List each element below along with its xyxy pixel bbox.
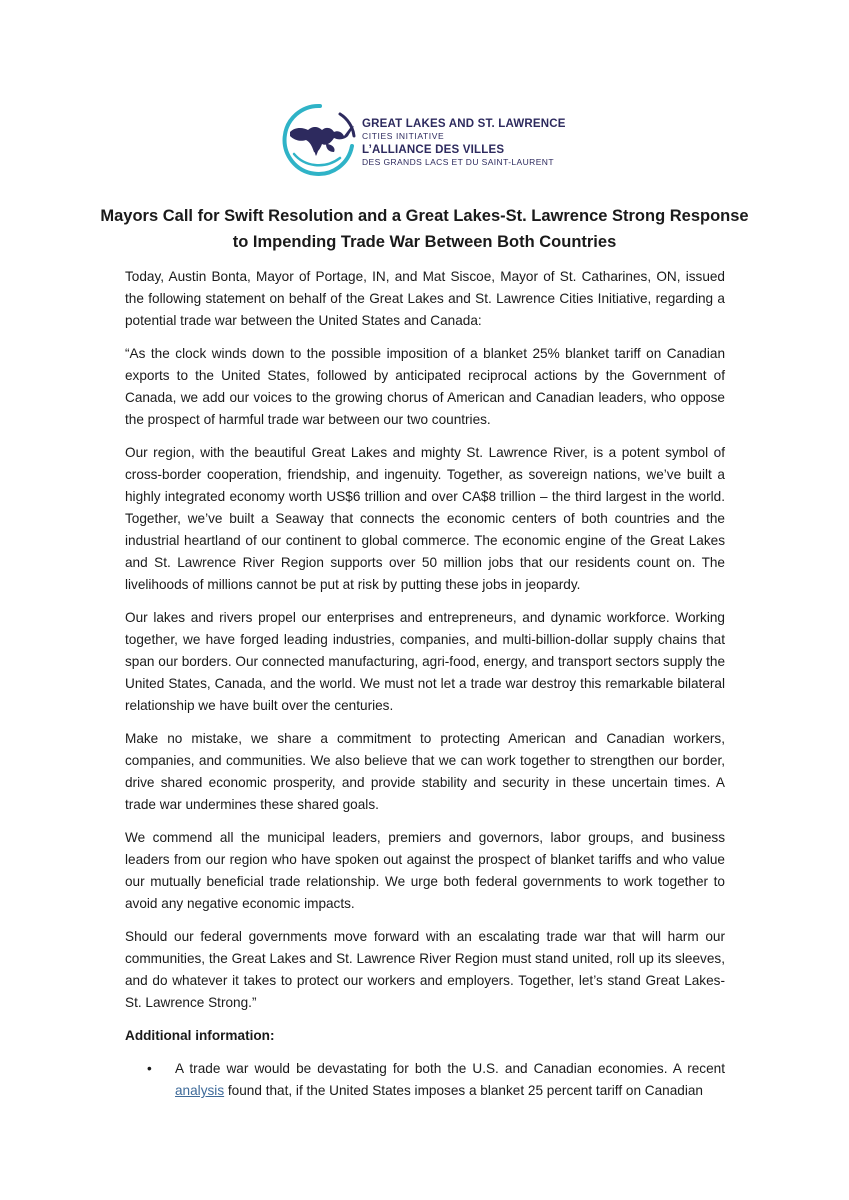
bullet-text-start: A trade war would be devastating for both the U.S. and Canadian economies. A recent [175, 1061, 725, 1076]
logo-subtitle-en: CITIES INITIATIVE [362, 131, 445, 141]
list-item [125, 1058, 725, 1102]
paragraph-commitment: Make no mistake, we share a commitment to protecting American and Canadian workers, companies, and communities. We also believe that we can work together to strengthen our border, drive shared economic prosperity, and provide stability and security in these uncertain times. A trade war undermines these shared goals. [125, 731, 725, 812]
document-body [125, 266, 725, 1102]
additional-info-list [125, 1058, 725, 1102]
paragraph-region: Our region, with the beautiful Great Lakes and mighty St. Lawrence River, is a potent symbol of cross-border cooperation, friendship, and ingenuity. Together, as sovereign nations, we’ve built a highly integrated economy worth US$6 trillion and over CA$8 trillion – the third largest in the world. Together, we’ve built a Seaway that connects the economic centers of both countries and the industrial heartland of our continent to global commerce. The economic engine of the Great Lakes and St. Lawrence River Region supports over 50 million jobs that our residents count on. The livelihoods of millions cannot be put at risk by putting these jobs in jeopardy. [125, 445, 725, 592]
logo-title-fr: L’ALLIANCE DES VILLES [362, 144, 505, 156]
additional-info-heading: Additional information: [125, 1028, 275, 1043]
paragraph-statement-opening: “As the clock winds down to the possible imposition of a blanket 25% blanket tariff on Canadian exports to the United States, followed by anticipated reciprocal actions by the Government of Canada, we add our voices to the growing chorus of American and Canadian leaders, who oppose the prospect of harmful trade war between our two countries. [125, 346, 725, 427]
paragraph-lakes-rivers: Our lakes and rivers propel our enterprises and entrepreneurs, and dynamic workforce. Working together, we have forged leading industries, companies, and multi-billion-dollar supply chains that span our borders. Our connected manufacturing, agri-food, energy, and transport sectors supply the United States, Canada, and the world. We must not let a trade war destroy this remarkable bilateral relationship we have built over the centuries. [125, 610, 725, 713]
logo-wordmark [362, 118, 602, 167]
logo-subtitle-fr: DES GRANDS LACS ET DU SAINT-LAURENT [362, 157, 554, 167]
logo-title-en: GREAT LAKES AND ST. LAWRENCE [362, 118, 566, 130]
great-lakes-logo-icon [280, 100, 360, 180]
document-title: Mayors Call for Swift Resolution and a Great Lakes-St. Lawrence Strong Response to Impending Trade War Between Both Countries [100, 207, 749, 251]
analysis-link[interactable]: analysis [175, 1083, 225, 1098]
organization-logo [280, 100, 580, 180]
bullet-text-end: found that, if the United States imposes a blanket 25 percent tariff on Canadian [224, 1083, 703, 1098]
paragraph-closing: Should our federal governments move forward with an escalating trade war that will harm our communities, the Great Lakes and St. Lawrence River Region must stand united, roll up its sleeves, and do whatever it takes to protect our workers and employers. Together, let’s stand Great Lakes-St. Lawrence Strong.” [125, 929, 725, 1010]
bullet-marker: • [147, 1061, 152, 1076]
paragraph-intro: Today, Austin Bonta, Mayor of Portage, IN, and Mat Siscoe, Mayor of St. Catharines, ON, issued the following statement on behalf of the Great Lakes and St. Lawrence Cities Initiative, regarding a potential trade war between the United States and Canada: [125, 269, 725, 328]
paragraph-commend: We commend all the municipal leaders, premiers and governors, labor groups, and business leaders from our region who have spoken out against the prospect of blanket tariffs and who value our mutually beneficial trade relationship. We urge both federal governments to work together to avoid any negative economic impacts. [125, 830, 725, 911]
